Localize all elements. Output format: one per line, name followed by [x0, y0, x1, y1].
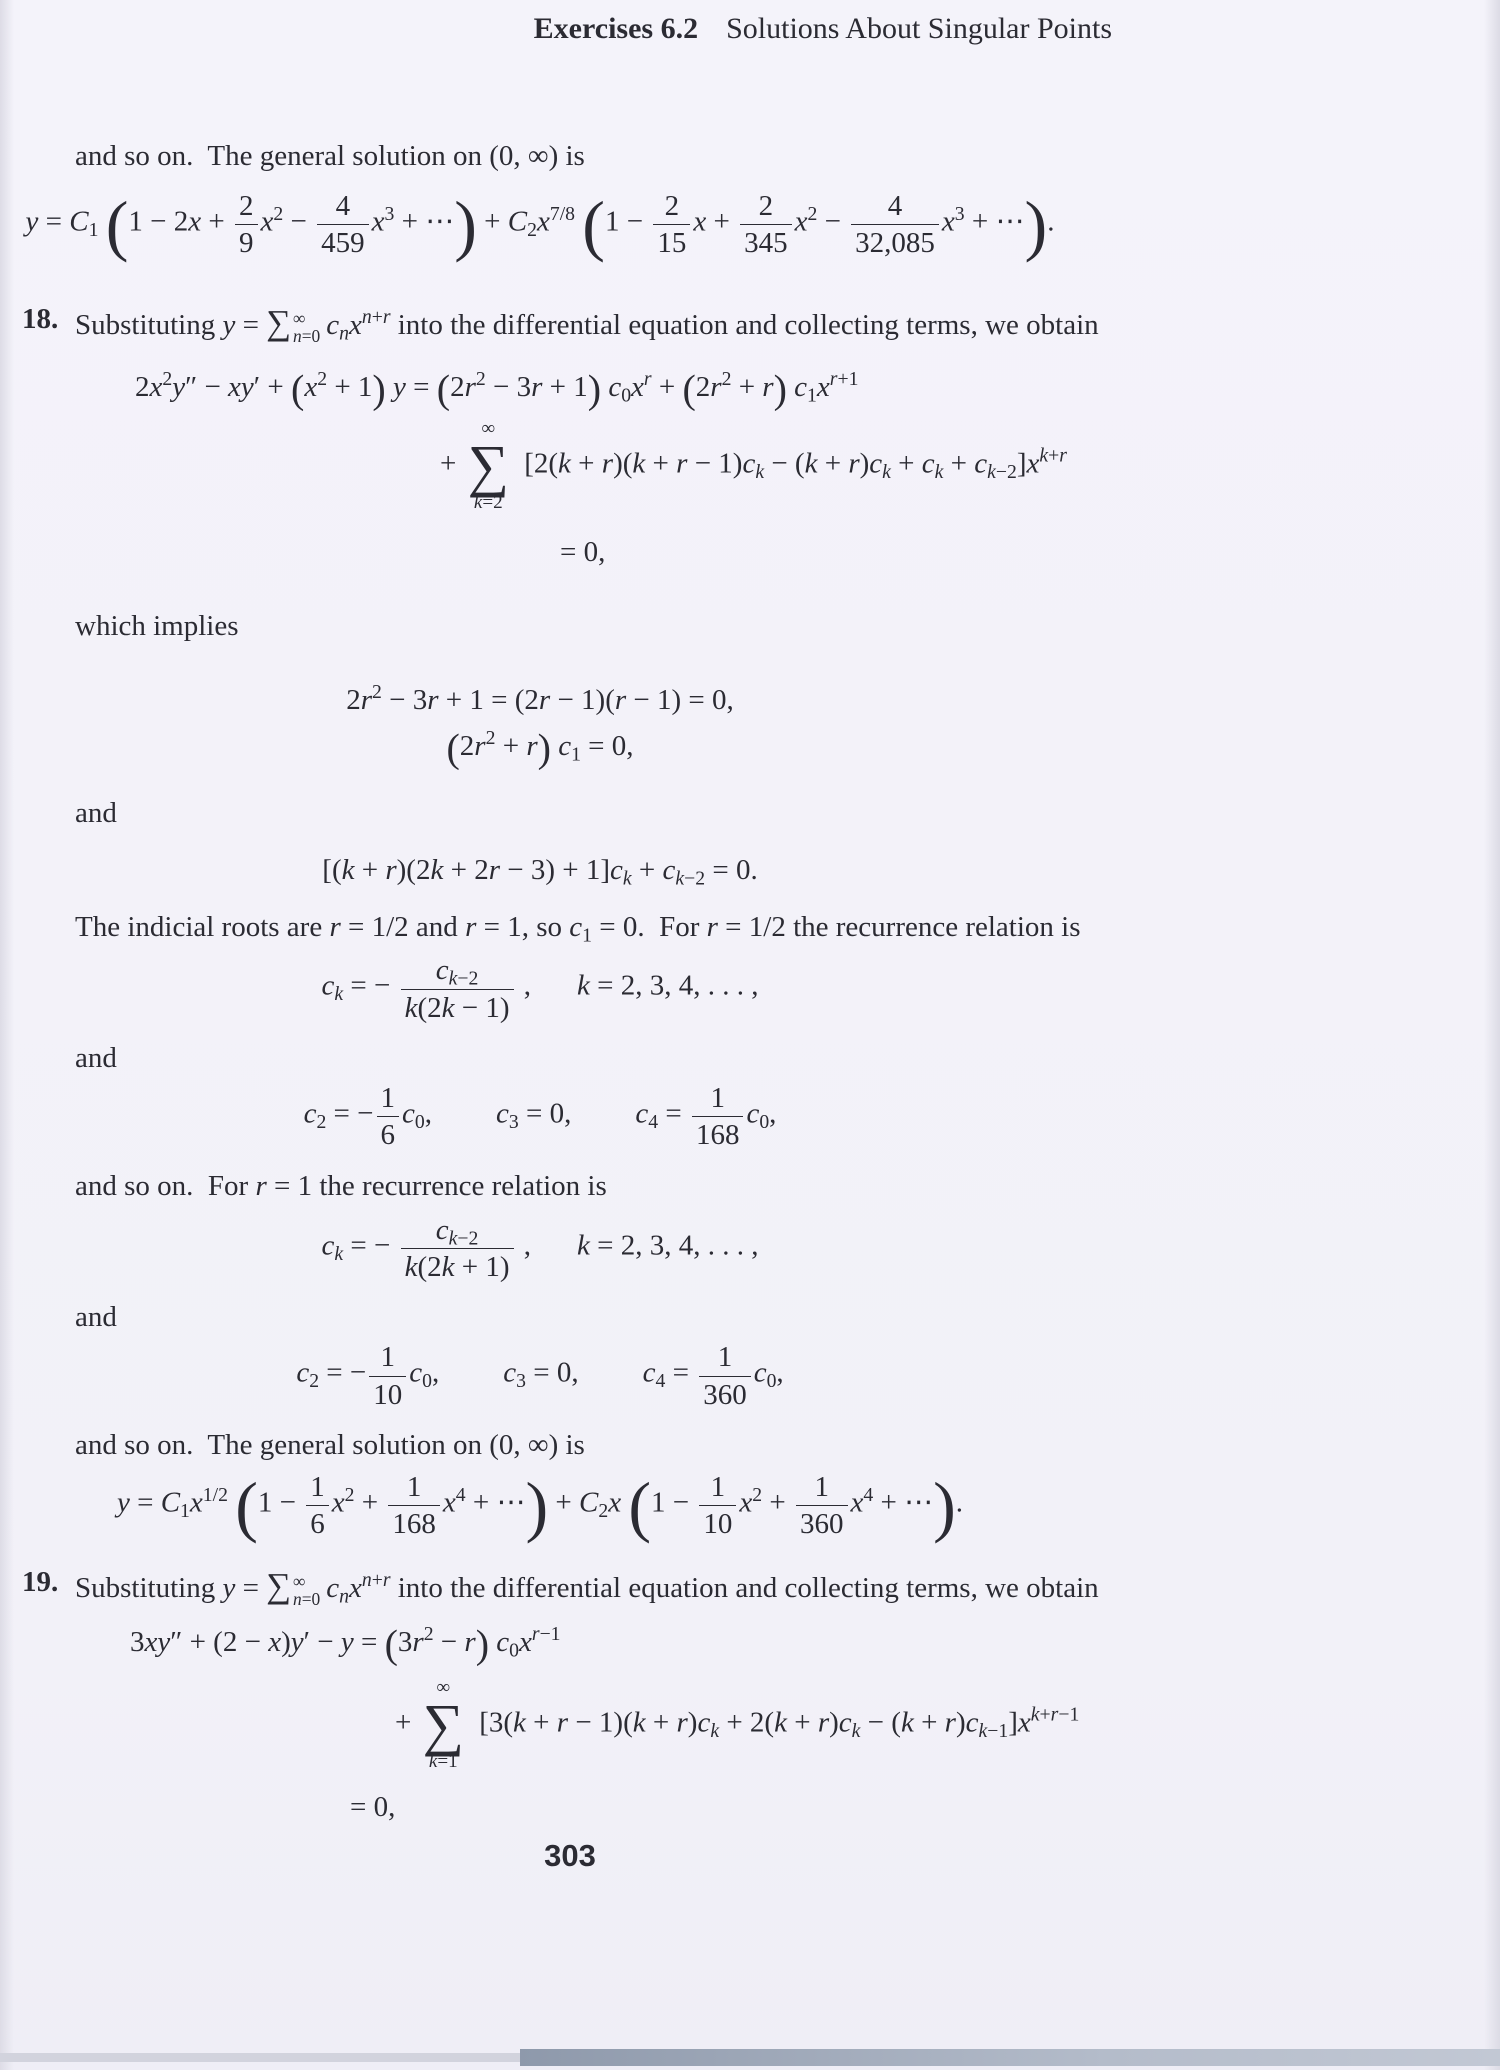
- equation-18-c1: $(2r^2 + r) c_1 = 0$,: [446, 725, 634, 771]
- paragraph-and-3: and: [75, 1301, 117, 1334]
- equation-18-recurrence-r-one: $c_k$ = − $\frac{c_{k-2}}{k(2k + 1)}$ , k = 2, 3, 4, . . . ,: [321, 1213, 759, 1283]
- paragraph-and-1: and: [75, 796, 117, 829]
- equation-18-substitution-line3: = 0,: [560, 536, 606, 569]
- equation-19-substitution-line1: $3xy'' + (2 - x)y' - y = (3r^2 - r)$ $c_0x^{r-1}$: [130, 1621, 561, 1667]
- scan-shadow-right: [1484, 0, 1500, 2070]
- equation-18-coefficients-r-half: $c_2$ = − $\frac{1}{6}$ $c_0$, $c_3 = 0$, $c_4$ = $\frac{1}{168}$ $c_0$,: [303, 1081, 777, 1152]
- problem-19: [0, 1563, 1140, 1610]
- equation-18-general-solution: $y = C_1x^{1/2}$ (1 − $\frac{1}{6}$ $x^2$ + $\frac{1}{168}$ $x^4$ + ⋯) + $C_2x$ (1 − $\frac{1}{10}$ $x^2$ + $\frac{1}{360}$ $x^4$ + ⋯).: [116, 1467, 964, 1544]
- paragraph-indicial-roots: The indicial roots are r = 1/2 and r = 1, so $c_1 = 0$. For r = 1/2 the recurrence relation is: [75, 910, 1081, 947]
- scan-artifact-bottom-left: [0, 2053, 520, 2062]
- problem-19-number: 19.: [22, 1565, 59, 1598]
- scan-artifact-bottom-right: [520, 2049, 1500, 2066]
- equation-18-coefficients-r-one: $c_2$ = − $\frac{1}{10}$ $c_0$, $c_3 = 0$, $c_4$ = $\frac{1}{360}$ $c_0$,: [296, 1341, 784, 1411]
- paragraph-general-solution-17: and so on. The general solution on (0, ∞) is: [75, 140, 585, 172]
- equation-18-substitution-line1: $2x^2y'' - xy' + (x^2 + 1) y = (2r^2 - 3r + 1) c_0x^r + (2r^2 + r)$ $c_1x^{r+1}$: [135, 365, 859, 411]
- paragraph-general-solution-18: and so on. The general solution on (0, ∞) is: [75, 1429, 585, 1462]
- paragraph-which-implies: which implies: [75, 610, 239, 643]
- section-title: Solutions About Singular Points: [726, 12, 1112, 45]
- paragraph-r-equals-1: and so on. For r = 1 the recurrence relation is: [75, 1169, 607, 1202]
- problem-18-number: 18.: [22, 302, 59, 335]
- problem-19-intro: Substituting y = ∑ ∞ n=0 $c_nx^{n+r}$ into the differential equation and collecting terms, we obtain: [75, 1565, 1099, 1610]
- page-header: [0, 0, 1140, 46]
- equation-19-substitution-line2: + ∞ ∑ k=1 $[3(k + r - 1)(k + r)c_k + 2(k + r)c_k - (k + r)c_{k-1}]x^{k+r-1}$: [395, 1676, 1080, 1773]
- paragraph-and-2: and: [75, 1042, 117, 1075]
- page-number: 303: [544, 1837, 596, 1873]
- problem-18: [0, 300, 1140, 347]
- problem-18-intro: Substituting y = ∑ ∞ n=0 $c_nx^{n+r}$ into the differential equation and collecting terms, we obtain: [75, 302, 1099, 346]
- equation-18-substitution-line2: + ∞ ∑ k=2 $[2(k + r)(k + r - 1)c_k - (k + r)c_k + c_k + c_{k-2}]x^{k+r}$: [440, 417, 1067, 514]
- equation-18-recurrence-r-half: $c_k$ = − $\frac{c_{k-2}}{k(2k - 1)}$ , k = 2, 3, 4, . . . ,: [321, 954, 759, 1024]
- scan-shadow-left: [0, 0, 14, 2070]
- equation-18-indicial: $2r^2 - 3r + 1 = (2r - 1)(r - 1) = 0$,: [346, 681, 734, 717]
- equation-19-substitution-line3: = 0,: [350, 1791, 396, 1824]
- equation-18-recurrence-general: $[(k + r)(2k + 2r - 3) + 1]c_k + c_{k-2} = 0$.: [322, 854, 758, 890]
- exercise-label: Exercises 6.2: [533, 12, 699, 45]
- equation-general-solution-17: $y = C_1$ (1 − 2x + $\frac{2}{9}$ $x^2$ − $\frac{4}{459}$ $x^3$ + ⋯) + $C_2x^{7/8}$ (1 − $\frac{2}{15}$ x + $\frac{2}{345}$ $x^2$ − $\frac{4}{32,085}$ $x^3$ + ⋯).: [25, 186, 1055, 263]
